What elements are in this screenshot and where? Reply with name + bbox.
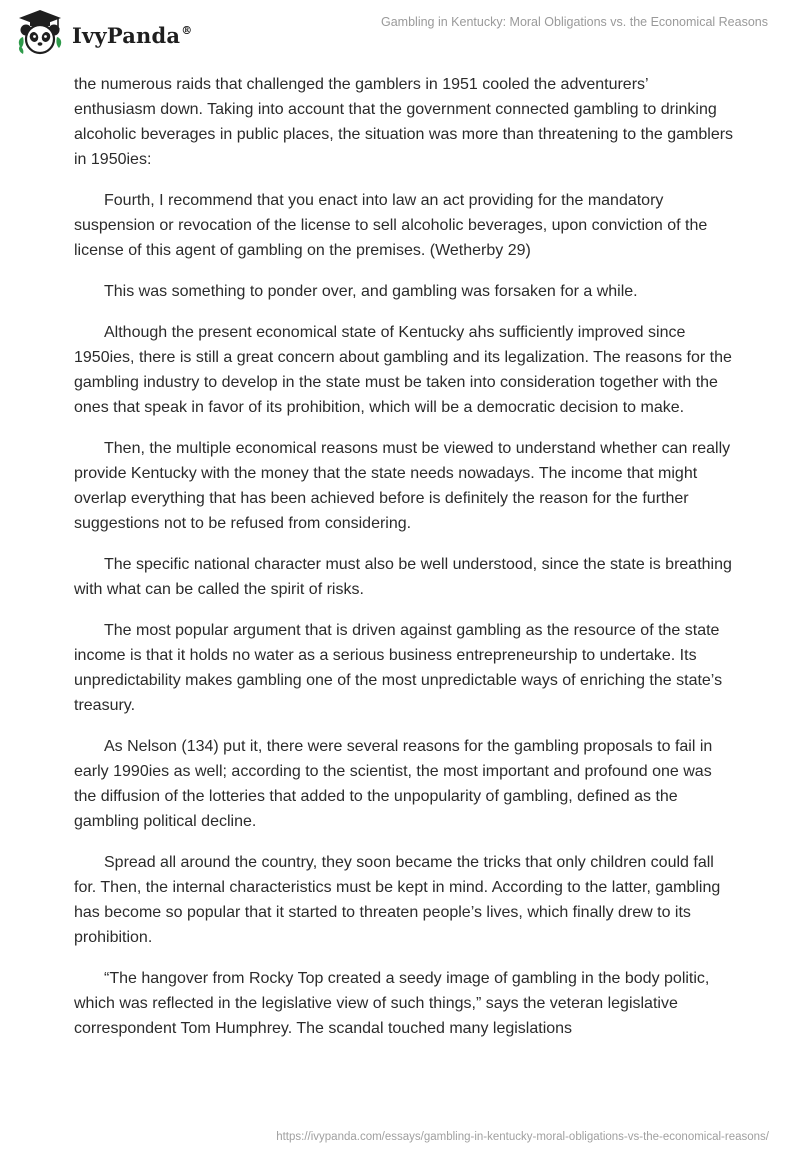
paragraph: As Nelson (134) put it, there were several reasons for the gambling proposals to fail in early 1990ies as well; according to the scientist, the most important and profound one was the diffusion of the lotteries that added to the unpopularity of gambling, defined as the gambling political decline. [74, 738, 713, 830]
logo-name: IvyPanda [72, 22, 181, 48]
source-url-link[interactable]: https://ivypanda.com/essays/gambling-in-kentucky-moral-obligations-vs-the-economical-reasons/ [276, 1131, 769, 1143]
document-title: Gambling in Kentucky: Moral Obligations vs. the Economical Reasons [381, 15, 768, 29]
ivypanda-logo[interactable] [14, 7, 192, 59]
paragraph: the numerous raids that challenged the gamblers in 1951 cooled the adventurers’ enthusiasm down. Taking into account that the government connected gambling to drinking alcoholic beverages in public places, the situation was more than threatening to the gamblers in 1950ies: [74, 76, 734, 168]
paragraph: Then, the multiple economical reasons must be viewed to understand whether can really provide Kentucky with the money that the state needs nowadays. The income that might overlap everything that has been achieved before is definitely the reason for the further suggestions not to be refused from considering. [74, 440, 731, 532]
essay-body [74, 72, 734, 1057]
paragraph: The specific national character must also be well understood, since the state is breathing with what can be called the spirit of risks. [74, 556, 732, 598]
registered-mark: ® [181, 23, 193, 37]
paragraph: This was something to ponder over, and gambling was forsaken for a while. [104, 283, 638, 300]
logo-text [72, 23, 192, 48]
paragraph: “The hangover from Rocky Top created a seedy image of gambling in the body politic, which was reflected in the legislative view of such things,” says the veteran legislative correspondent Tom Humphrey. The scandal touched many legislations [74, 970, 710, 1037]
paragraph: Spread all around the country, they soon became the tricks that only children could fall for. Then, the internal characteristics must be kept in mind. According to the latter, gambling has become so popular that it started to threaten people’s lives, which finally drew to its prohibition. [74, 854, 721, 946]
paragraph: The most popular argument that is driven against gambling as the resource of the state income is that it holds no water as a serious business entrepreneurship to undertake. Its unpredictability makes gambling one of the most unpredictable ways of enriching the state’s treasury. [74, 622, 723, 714]
paragraph: Although the present economical state of Kentucky ahs sufficiently improved since 1950ies, there is still a great concern about gambling and its legalization. The reasons for the gambling industry to develop in the state must be taken into consideration together with the ones that speak in favor of its prohibition, which will be a democratic decision to make. [74, 324, 732, 416]
block-quote-paragraph: Fourth, I recommend that you enact into law an act providing for the mandatory suspension or revocation of the license to sell alcoholic beverages, upon conviction of the license of this agent of gambling on the premises. (Wetherby 29) [74, 192, 708, 259]
page-header [0, 0, 800, 66]
panda-logo-icon [14, 7, 66, 59]
